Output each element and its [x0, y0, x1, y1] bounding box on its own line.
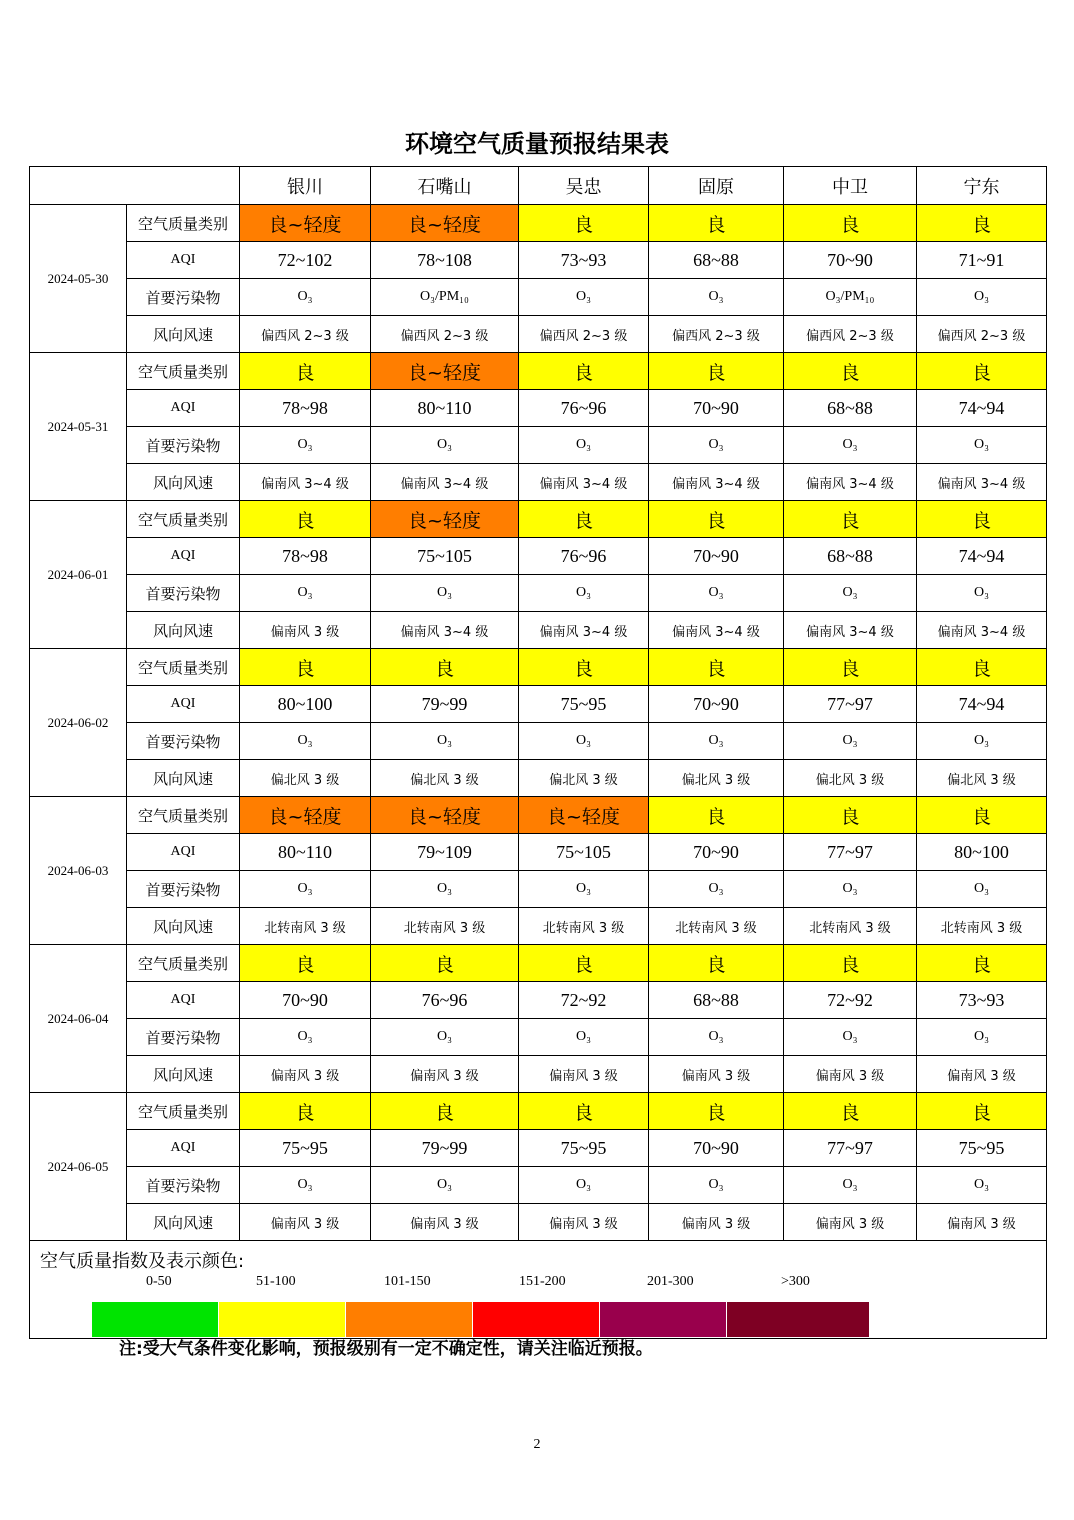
quality-category-cell: 良	[519, 501, 649, 538]
quality-category-cell: 良	[240, 649, 371, 686]
aqi-range-cell: 73~93	[917, 982, 1047, 1019]
city-header: 银川	[240, 167, 371, 205]
city-header: 吴忠	[519, 167, 649, 205]
quality-category-cell: 良~轻度	[371, 501, 519, 538]
wind-cell: 偏北风 3 级	[240, 760, 371, 797]
wind-cell: 偏南风 3~4 级	[649, 612, 784, 649]
legend-color-swatch	[346, 1302, 472, 1337]
quality-category-cell: 良	[784, 945, 917, 982]
wind-cell: 偏南风 3 级	[240, 612, 371, 649]
quality-category-cell: 良	[649, 1093, 784, 1130]
wind-cell: 偏南风 3~4 级	[784, 612, 917, 649]
forecast-row-pollutant	[30, 575, 1047, 612]
forecast-row-aqi	[30, 686, 1047, 723]
forecast-row-category	[30, 501, 1047, 538]
quality-category-cell: 良	[519, 1093, 649, 1130]
quality-category-cell: 良	[917, 945, 1047, 982]
forecast-note: 注:受大气条件变化影响，预报级别有一定不确定性，请关注临近预报。	[119, 1339, 653, 1359]
primary-pollutant-cell: O₃	[371, 427, 519, 464]
quality-category-cell: 良~轻度	[240, 205, 371, 242]
wind-cell: 偏南风 3 级	[371, 1056, 519, 1093]
primary-pollutant-cell: O₃	[649, 723, 784, 760]
wind-cell: 偏北风 3 级	[371, 760, 519, 797]
quality-category-cell: 良	[519, 353, 649, 390]
wind-cell: 北转南风 3 级	[240, 908, 371, 945]
aqi-range-cell: 80~100	[917, 834, 1047, 871]
forecast-row-pollutant	[30, 1167, 1047, 1204]
forecast-table	[29, 166, 1047, 1339]
primary-pollutant-cell: O₃	[519, 575, 649, 612]
legend-range-label: >300	[781, 1274, 810, 1289]
wind-cell: 北转南风 3 级	[371, 908, 519, 945]
aqi-range-cell: 70~90	[240, 982, 371, 1019]
quality-category-cell: 良~轻度	[371, 353, 519, 390]
forecast-row-pollutant	[30, 279, 1047, 316]
row-label-wind: 风向风速	[127, 760, 240, 797]
quality-category-cell: 良	[917, 1093, 1047, 1130]
date-cell: 2024-06-05	[30, 1093, 127, 1241]
row-label-category: 空气质量类别	[127, 501, 240, 538]
row-label-pollutant: 首要污染物	[127, 1167, 240, 1204]
primary-pollutant-cell: O₃	[240, 1167, 371, 1204]
legend-range-label: 101-150	[384, 1274, 431, 1289]
row-label-aqi: AQI	[127, 982, 240, 1019]
wind-cell: 偏南风 3~4 级	[519, 464, 649, 501]
forecast-row-category	[30, 353, 1047, 390]
aqi-range-cell: 70~90	[649, 390, 784, 427]
row-label-pollutant: 首要污染物	[127, 1019, 240, 1056]
quality-category-cell: 良~轻度	[519, 797, 649, 834]
quality-category-cell: 良	[917, 797, 1047, 834]
wind-cell: 偏南风 3 级	[649, 1204, 784, 1241]
primary-pollutant-cell: O₃	[519, 1019, 649, 1056]
forecast-row-wind	[30, 908, 1047, 945]
wind-cell: 偏南风 3 级	[240, 1204, 371, 1241]
wind-cell: 偏南风 3 级	[649, 1056, 784, 1093]
quality-category-cell: 良~轻度	[371, 205, 519, 242]
row-label-aqi: AQI	[127, 686, 240, 723]
aqi-range-cell: 70~90	[649, 834, 784, 871]
aqi-range-cell: 78~108	[371, 242, 519, 279]
row-label-category: 空气质量类别	[127, 649, 240, 686]
quality-category-cell: 良	[371, 1093, 519, 1130]
primary-pollutant-cell: O₃	[784, 871, 917, 908]
forecast-row-wind	[30, 760, 1047, 797]
primary-pollutant-cell: O₃	[240, 575, 371, 612]
aqi-range-cell: 75~105	[519, 834, 649, 871]
quality-category-cell: 良	[917, 501, 1047, 538]
row-label-wind: 风向风速	[127, 464, 240, 501]
header-row	[30, 167, 1047, 205]
primary-pollutant-cell: O₃	[519, 871, 649, 908]
row-label-wind: 风向风速	[127, 612, 240, 649]
quality-category-cell: 良	[649, 501, 784, 538]
primary-pollutant-cell: O₃	[519, 427, 649, 464]
wind-cell: 偏南风 3 级	[917, 1204, 1047, 1241]
wind-cell: 偏北风 3 级	[519, 760, 649, 797]
forecast-row-aqi	[30, 834, 1047, 871]
aqi-range-cell: 70~90	[649, 686, 784, 723]
primary-pollutant-cell: O₃	[519, 723, 649, 760]
wind-cell: 偏南风 3~4 级	[649, 464, 784, 501]
aqi-range-cell: 68~88	[649, 242, 784, 279]
aqi-range-cell: 72~102	[240, 242, 371, 279]
date-cell: 2024-06-03	[30, 797, 127, 945]
primary-pollutant-cell: O₃	[371, 575, 519, 612]
legend-color-swatch	[600, 1302, 726, 1337]
forecast-row-category	[30, 649, 1047, 686]
quality-category-cell: 良	[240, 945, 371, 982]
date-cell: 2024-06-01	[30, 501, 127, 649]
quality-category-cell: 良	[240, 353, 371, 390]
row-label-pollutant: 首要污染物	[127, 279, 240, 316]
primary-pollutant-cell: O₃	[240, 723, 371, 760]
row-label-aqi: AQI	[127, 834, 240, 871]
quality-category-cell: 良	[371, 649, 519, 686]
wind-cell: 偏西风 2~3 级	[917, 316, 1047, 353]
quality-category-cell: 良	[240, 1093, 371, 1130]
wind-cell: 偏南风 3~4 级	[917, 612, 1047, 649]
primary-pollutant-cell: O₃	[784, 1167, 917, 1204]
quality-category-cell: 良	[917, 353, 1047, 390]
wind-cell: 偏北风 3 级	[784, 760, 917, 797]
quality-category-cell: 良	[784, 649, 917, 686]
primary-pollutant-cell: O₃	[240, 427, 371, 464]
primary-pollutant-cell: O₃	[649, 1167, 784, 1204]
quality-category-cell: 良	[784, 353, 917, 390]
quality-category-cell: 良	[519, 205, 649, 242]
quality-category-cell: 良	[519, 945, 649, 982]
primary-pollutant-cell: O₃	[784, 723, 917, 760]
forecast-row-category	[30, 205, 1047, 242]
aqi-range-cell: 75~95	[519, 686, 649, 723]
wind-cell: 偏南风 3 级	[784, 1056, 917, 1093]
legend-color-swatch	[727, 1302, 869, 1337]
city-header: 固原	[649, 167, 784, 205]
wind-cell: 偏南风 3~4 级	[371, 464, 519, 501]
primary-pollutant-cell: O₃	[649, 575, 784, 612]
forecast-row-aqi	[30, 390, 1047, 427]
row-label-category: 空气质量类别	[127, 797, 240, 834]
wind-cell: 偏南风 3 级	[784, 1204, 917, 1241]
primary-pollutant-cell: O₃/PM₁₀	[784, 279, 917, 316]
legend-title: 空气质量指数及表示颜色:	[40, 1251, 245, 1272]
aqi-range-cell: 80~110	[240, 834, 371, 871]
aqi-range-cell: 74~94	[917, 390, 1047, 427]
legend-range-label: 151-200	[519, 1274, 566, 1289]
aqi-range-cell: 75~105	[371, 538, 519, 575]
legend-row	[30, 1241, 1047, 1339]
city-header: 宁东	[917, 167, 1047, 205]
row-label-pollutant: 首要污染物	[127, 427, 240, 464]
aqi-range-cell: 71~91	[917, 242, 1047, 279]
quality-category-cell: 良	[784, 797, 917, 834]
wind-cell: 偏南风 3~4 级	[784, 464, 917, 501]
primary-pollutant-cell: O₃	[240, 279, 371, 316]
row-label-category: 空气质量类别	[127, 205, 240, 242]
quality-category-cell: 良	[917, 649, 1047, 686]
quality-category-cell: 良	[649, 205, 784, 242]
wind-cell: 偏西风 2~3 级	[649, 316, 784, 353]
quality-category-cell: 良~轻度	[240, 797, 371, 834]
forecast-row-wind	[30, 1204, 1047, 1241]
wind-cell: 偏西风 2~3 级	[784, 316, 917, 353]
aqi-range-cell: 68~88	[784, 538, 917, 575]
aqi-range-cell: 73~93	[519, 242, 649, 279]
wind-cell: 北转南风 3 级	[784, 908, 917, 945]
aqi-range-cell: 68~88	[784, 390, 917, 427]
wind-cell: 偏南风 3~4 级	[371, 612, 519, 649]
city-header: 石嘴山	[371, 167, 519, 205]
primary-pollutant-cell: O₃	[917, 427, 1047, 464]
forecast-row-aqi	[30, 1130, 1047, 1167]
quality-category-cell: 良	[649, 945, 784, 982]
date-cell: 2024-06-04	[30, 945, 127, 1093]
forecast-row-wind	[30, 1056, 1047, 1093]
aqi-range-cell: 80~100	[240, 686, 371, 723]
aqi-range-cell: 70~90	[784, 242, 917, 279]
forecast-row-pollutant	[30, 427, 1047, 464]
quality-category-cell: 良	[784, 501, 917, 538]
city-header: 中卫	[784, 167, 917, 205]
forecast-row-wind	[30, 316, 1047, 353]
primary-pollutant-cell: O₃	[371, 871, 519, 908]
row-label-category: 空气质量类别	[127, 1093, 240, 1130]
quality-category-cell: 良~轻度	[371, 797, 519, 834]
quality-category-cell: 良	[784, 1093, 917, 1130]
aqi-range-cell: 70~90	[649, 1130, 784, 1167]
aqi-range-cell: 75~95	[917, 1130, 1047, 1167]
aqi-range-cell: 77~97	[784, 834, 917, 871]
wind-cell: 偏西风 2~3 级	[371, 316, 519, 353]
wind-cell: 偏南风 3~4 级	[519, 612, 649, 649]
quality-category-cell: 良	[784, 205, 917, 242]
quality-category-cell: 良	[649, 797, 784, 834]
quality-category-cell: 良	[519, 649, 649, 686]
wind-cell: 偏南风 3 级	[917, 1056, 1047, 1093]
wind-cell: 北转南风 3 级	[519, 908, 649, 945]
row-label-pollutant: 首要污染物	[127, 723, 240, 760]
forecast-row-wind	[30, 464, 1047, 501]
quality-category-cell: 良	[240, 501, 371, 538]
page-title: 环境空气质量预报结果表	[405, 130, 669, 158]
date-cell: 2024-06-02	[30, 649, 127, 797]
legend-color-swatch	[473, 1302, 599, 1337]
date-cell: 2024-05-31	[30, 353, 127, 501]
legend-range-label: 51-100	[256, 1274, 296, 1289]
aqi-range-cell: 72~92	[784, 982, 917, 1019]
legend-cell	[30, 1241, 1047, 1339]
aqi-range-cell: 77~97	[784, 686, 917, 723]
aqi-range-cell: 76~96	[519, 538, 649, 575]
wind-cell: 偏北风 3 级	[649, 760, 784, 797]
row-label-category: 空气质量类别	[127, 945, 240, 982]
wind-cell: 偏西风 2~3 级	[240, 316, 371, 353]
row-label-wind: 风向风速	[127, 1056, 240, 1093]
quality-category-cell: 良	[917, 205, 1047, 242]
aqi-range-cell: 76~96	[519, 390, 649, 427]
primary-pollutant-cell: O₃	[917, 279, 1047, 316]
primary-pollutant-cell: O₃	[784, 575, 917, 612]
forecast-table-body	[30, 167, 1047, 1339]
primary-pollutant-cell: O₃	[649, 279, 784, 316]
wind-cell: 偏南风 3~4 级	[240, 464, 371, 501]
legend-color-swatch	[92, 1302, 218, 1337]
primary-pollutant-cell: O₃	[784, 427, 917, 464]
forecast-row-pollutant	[30, 871, 1047, 908]
primary-pollutant-cell: O₃	[240, 1019, 371, 1056]
wind-cell: 偏南风 3 级	[519, 1204, 649, 1241]
legend-range-label: 0-50	[146, 1274, 172, 1289]
legend-color-swatch	[219, 1302, 345, 1337]
primary-pollutant-cell: O₃	[371, 1019, 519, 1056]
primary-pollutant-cell: O₃/PM₁₀	[371, 279, 519, 316]
aqi-range-cell: 74~94	[917, 538, 1047, 575]
primary-pollutant-cell: O₃	[519, 1167, 649, 1204]
forecast-row-category	[30, 1093, 1047, 1130]
row-label-aqi: AQI	[127, 242, 240, 279]
wind-cell: 偏南风 3~4 级	[917, 464, 1047, 501]
primary-pollutant-cell: O₃	[784, 1019, 917, 1056]
forecast-row-pollutant	[30, 1019, 1047, 1056]
aqi-range-cell: 74~94	[917, 686, 1047, 723]
row-label-wind: 风向风速	[127, 316, 240, 353]
wind-cell: 北转南风 3 级	[917, 908, 1047, 945]
primary-pollutant-cell: O₃	[371, 723, 519, 760]
primary-pollutant-cell: O₃	[917, 1167, 1047, 1204]
row-label-pollutant: 首要污染物	[127, 871, 240, 908]
aqi-range-cell: 78~98	[240, 538, 371, 575]
forecast-row-wind	[30, 612, 1047, 649]
primary-pollutant-cell: O₃	[649, 427, 784, 464]
aqi-range-cell: 77~97	[784, 1130, 917, 1167]
forecast-row-aqi	[30, 242, 1047, 279]
forecast-row-pollutant	[30, 723, 1047, 760]
primary-pollutant-cell: O₃	[917, 723, 1047, 760]
wind-cell: 偏南风 3 级	[519, 1056, 649, 1093]
row-label-pollutant: 首要污染物	[127, 575, 240, 612]
primary-pollutant-cell: O₃	[917, 1019, 1047, 1056]
row-label-category: 空气质量类别	[127, 353, 240, 390]
row-label-aqi: AQI	[127, 390, 240, 427]
row-label-aqi: AQI	[127, 538, 240, 575]
primary-pollutant-cell: O₃	[917, 871, 1047, 908]
quality-category-cell: 良	[649, 353, 784, 390]
aqi-range-cell: 70~90	[649, 538, 784, 575]
page-number: 2	[533, 1437, 541, 1452]
forecast-row-aqi	[30, 982, 1047, 1019]
primary-pollutant-cell: O₃	[649, 1019, 784, 1056]
date-cell: 2024-05-30	[30, 205, 127, 353]
aqi-range-cell: 76~96	[371, 982, 519, 1019]
forecast-row-category	[30, 945, 1047, 982]
wind-cell: 偏北风 3 级	[917, 760, 1047, 797]
row-label-aqi: AQI	[127, 1130, 240, 1167]
aqi-range-cell: 79~99	[371, 1130, 519, 1167]
aqi-range-cell: 68~88	[649, 982, 784, 1019]
primary-pollutant-cell: O₃	[519, 279, 649, 316]
row-label-wind: 风向风速	[127, 908, 240, 945]
forecast-row-category	[30, 797, 1047, 834]
aqi-range-cell: 79~109	[371, 834, 519, 871]
primary-pollutant-cell: O₃	[917, 575, 1047, 612]
wind-cell: 偏西风 2~3 级	[519, 316, 649, 353]
primary-pollutant-cell: O₃	[649, 871, 784, 908]
aqi-range-cell: 79~99	[371, 686, 519, 723]
quality-category-cell: 良	[371, 945, 519, 982]
aqi-range-cell: 75~95	[240, 1130, 371, 1167]
aqi-range-cell: 80~110	[371, 390, 519, 427]
primary-pollutant-cell: O₃	[371, 1167, 519, 1204]
aqi-range-cell: 78~98	[240, 390, 371, 427]
header-corner-cell	[30, 167, 240, 205]
wind-cell: 偏南风 3 级	[240, 1056, 371, 1093]
aqi-range-cell: 72~92	[519, 982, 649, 1019]
legend-range-label: 201-300	[647, 1274, 694, 1289]
wind-cell: 偏南风 3 级	[371, 1204, 519, 1241]
quality-category-cell: 良	[649, 649, 784, 686]
aqi-range-cell: 75~95	[519, 1130, 649, 1167]
forecast-row-aqi	[30, 538, 1047, 575]
primary-pollutant-cell: O₃	[240, 871, 371, 908]
row-label-wind: 风向风速	[127, 1204, 240, 1241]
wind-cell: 北转南风 3 级	[649, 908, 784, 945]
